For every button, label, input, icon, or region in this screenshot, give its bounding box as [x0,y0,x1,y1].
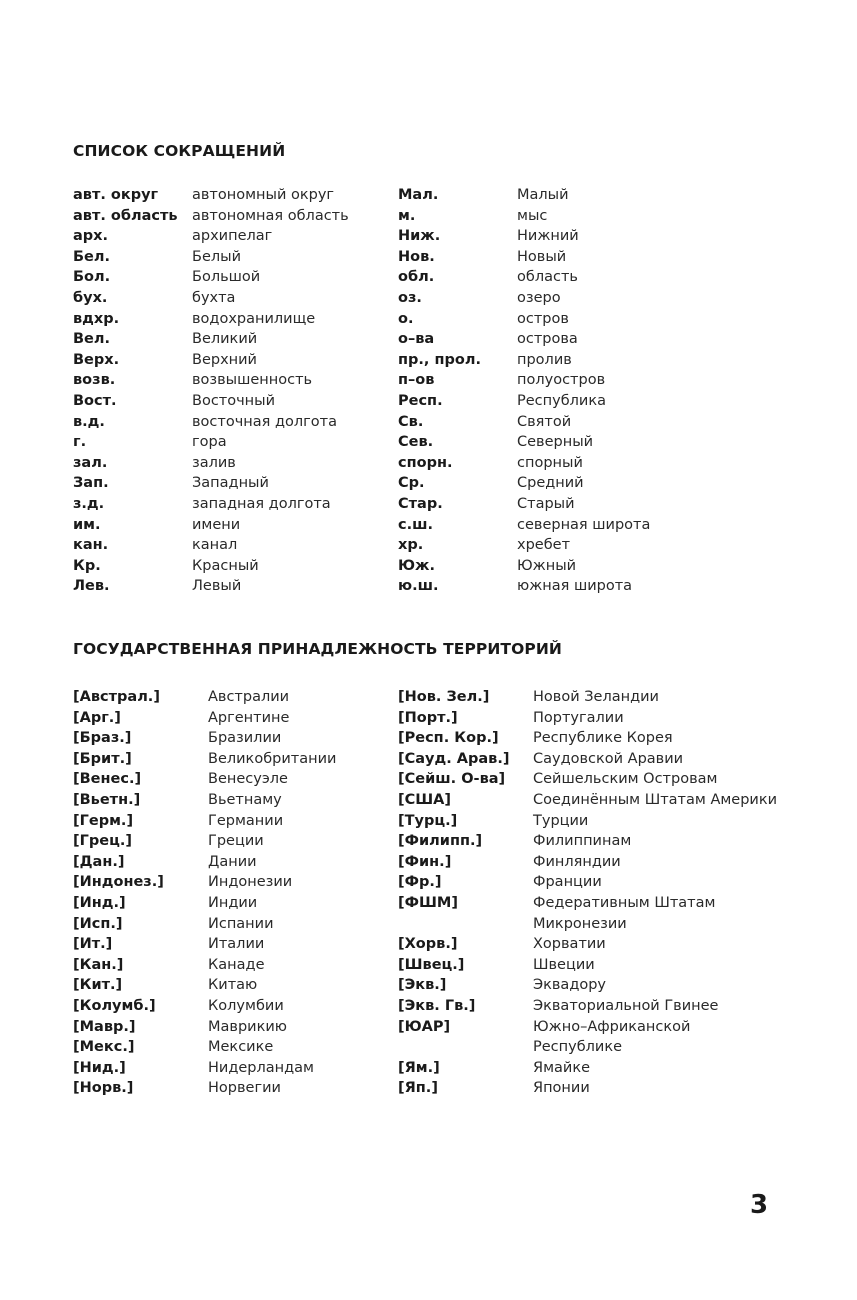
abbreviation-meaning: Соединённым Штатам Америки [533,791,778,808]
abbreviation: [ЮАР] [398,1018,451,1035]
abbreviation: бух. [73,289,108,306]
abbreviation: ю.ш. [398,578,439,595]
abbreviation-meaning: Эквадору [533,977,606,994]
abbreviation-meaning: возвышенность [192,372,313,389]
abbreviation: о. [398,310,414,327]
abbreviation: [Нов. Зел.] [398,689,490,705]
abbreviation: арх. [73,228,109,245]
abbreviation-meaning: Мексике [208,1039,274,1056]
abbreviation: Бел. [73,248,111,265]
abbreviation-meaning: архипелаг [192,228,273,245]
abbreviation: Юж. [398,557,435,574]
abbreviation-meaning: Верхний [192,351,257,368]
abbreviation-meaning: Греции [208,833,264,850]
abbreviation-meaning: Микронезии [533,915,627,932]
abbreviation-meaning: область [517,269,578,286]
abbreviation: [Филипп.] [398,833,483,850]
abbreviation: обл. [398,269,435,286]
abbreviation-meaning: Хорватии [533,936,606,953]
abbreviation: Ср. [398,475,425,492]
abbreviation: [Турц.] [398,812,458,829]
abbreviation-meaning: автономный округ [192,187,335,203]
abbreviation-meaning: Норвегии [208,1080,281,1097]
page-number: 3 [750,1190,769,1220]
abbreviation: [Кит.] [73,977,123,994]
abbreviation-meaning: Австралии [208,689,290,705]
abbreviation: в.д. [73,413,105,430]
abbreviation-meaning: Нижний [517,228,579,245]
abbreviation-meaning: хребет [517,537,571,554]
abbreviation: авт. округ [73,187,159,203]
territory-affiliation-heading: ГОСУДАРСТВЕННАЯ ПРИНАДЛЕЖНОСТЬ ТЕРРИТОРИЙ [73,640,562,658]
abbreviation: спорн. [398,454,453,471]
abbreviation-meaning: Германии [208,812,284,829]
abbreviation-meaning: Левый [192,578,242,595]
abbreviation: Мал. [398,187,439,203]
abbreviation: [Исп.] [73,915,123,932]
abbreviation: пр., прол. [398,351,481,368]
abbreviation-meaning: Старый [517,495,575,512]
abbreviation-meaning: Восточный [192,392,276,409]
abbreviation: [Герм.] [73,812,134,829]
abbreviation: [Нид.] [73,1059,126,1076]
abbreviation: Бол. [73,269,111,286]
abbreviation-meaning: Нидерландам [208,1059,314,1076]
abbreviation: Зап. [73,475,109,492]
abbreviation: [Инд.] [73,894,126,911]
abbreviation: [Сауд. Арав.] [398,750,510,767]
abbreviation-meaning: Индонезии [208,874,293,891]
abbreviation-meaning: восточная долгота [192,413,337,430]
abbreviation-meaning: остров [517,310,569,327]
abbreviation-meaning: Венесуэле [208,771,288,788]
abbreviation: [Хорв.] [398,936,458,953]
abbreviation: оз. [398,289,422,306]
abbreviation-meaning: Вьетнаму [208,791,282,808]
abbreviation: [Австрал.] [73,689,160,705]
abbreviation-meaning: залив [192,454,236,471]
abbreviation: авт. область [73,207,178,224]
abbreviation-meaning: Португалии [533,709,624,726]
abbreviation: Сев. [398,434,434,451]
abbreviation: Лев. [73,578,110,595]
abbreviation-meaning: Республика [517,392,606,409]
abbreviation-meaning: Италии [208,936,265,953]
abbreviation-meaning: Великобритании [208,750,337,767]
abbreviation: [ФШМ] [398,894,458,911]
abbreviation: Вел. [73,331,111,348]
abbreviation: з.д. [73,495,105,512]
abbreviation: хр. [398,537,424,554]
abbreviation-meaning: Малый [517,187,569,203]
abbreviation: [Индонез.] [73,874,164,891]
abbreviation: Вост. [73,392,117,409]
abbreviation: зал. [73,454,108,471]
abbreviation-meaning: пролив [517,351,572,368]
abbreviation-meaning: западная долгота [192,495,331,512]
abbreviation: [Венес.] [73,771,142,788]
abbreviation-meaning: Маврикию [208,1018,287,1035]
abbreviation-meaning: водохранилище [192,310,316,327]
abbreviation: [Экв.] [398,977,447,994]
abbreviation-meaning: Испании [208,915,274,932]
abbreviation: п–ов [398,372,435,389]
abbreviation-meaning: Китаю [208,977,258,994]
abbreviation: кан. [73,537,109,554]
abbreviation-meaning: гора [192,434,227,451]
abbreviation-meaning: Республике Корея [533,730,673,747]
abbreviation-meaning: Экваториальной Гвинее [533,997,719,1014]
abbreviation: [Ит.] [73,936,113,953]
abbreviation: [Мекс.] [73,1039,135,1056]
abbreviation-meaning: Ямайке [533,1059,591,1076]
abbreviation: [Яп.] [398,1080,438,1097]
abbreviation-meaning: Западный [192,475,269,492]
abbreviation: [Арг.] [73,709,121,726]
abbreviation-meaning: полуостров [517,372,606,389]
abbreviation-meaning: Белый [192,248,242,265]
abbreviation: [Норв.] [73,1080,134,1097]
abbreviation-meaning: Новый [517,248,567,265]
abbreviation: [Сейш. О-ва] [398,771,506,788]
abbreviation: Кр. [73,557,101,574]
abbreviation-meaning: Новой Зеландии [533,689,659,705]
abbreviation: Стар. [398,495,443,512]
abbreviation: [Швец.] [398,956,465,973]
abbreviation-meaning: северная широта [517,516,651,533]
abbreviation-meaning: мыс [517,207,548,224]
abbreviation: [Экв. Гв.] [398,997,476,1014]
abbreviation-meaning: Сейшельским Островам [533,771,718,788]
abbreviation: вдхр. [73,310,120,327]
abbreviation: [Фр.] [398,874,442,891]
abbreviation-meaning: Саудовской Аравии [533,750,684,767]
abbreviation-meaning: острова [517,331,578,348]
abbreviation-meaning: Федеративным Штатам [533,894,716,911]
abbreviation: Верх. [73,351,120,368]
abbreviation: Нов. [398,248,435,265]
abbreviation: [Порт.] [398,709,458,726]
abbreviation: [Респ. Кор.] [398,730,499,747]
abbreviation-meaning: Южно–Африканской [533,1018,691,1035]
abbreviation-meaning: Республике [533,1039,623,1056]
abbreviation-meaning: Большой [192,269,261,286]
abbreviation-meaning: Средний [517,475,584,492]
abbreviation-meaning: канал [192,537,238,554]
abbreviation: [Колумб.] [73,997,156,1014]
abbreviation: возв. [73,372,116,389]
abbreviation-meaning: Великий [192,331,258,348]
abbreviation-meaning: озеро [517,289,561,306]
abbreviation-meaning: Франции [533,874,602,891]
abbreviation: о–ва [398,331,435,348]
abbreviation-meaning: Аргентине [208,709,290,726]
abbreviation-meaning: Индии [208,894,258,911]
abbreviation: [Брит.] [73,750,132,767]
abbreviation-meaning: Колумбии [208,997,284,1014]
abbreviation-meaning: автономная область [192,207,349,224]
abbreviation-meaning: Японии [533,1080,590,1097]
abbreviation: [Дан.] [73,853,125,870]
abbreviation-meaning: Южный [517,557,577,574]
abbreviation: им. [73,516,101,533]
abbreviation-meaning: бухта [192,289,236,306]
abbreviation-meaning: Канаде [208,956,265,973]
abbreviation: Св. [398,413,424,430]
abbreviation-meaning: Святой [517,413,572,430]
abbreviation: Респ. [398,392,443,409]
abbreviation: г. [73,434,87,451]
abbreviation: [Ям.] [398,1059,440,1076]
abbreviation: [США] [398,791,452,808]
abbreviation: [Фин.] [398,853,452,870]
abbreviations-heading: СПИСОК СОКРАЩЕНИЙ [73,142,286,160]
abbreviation-meaning: Филиппинам [533,833,632,850]
abbreviation-meaning: Бразилии [208,730,282,747]
abbreviation-meaning: Турции [533,812,589,829]
abbreviation-meaning: Швеции [533,956,595,973]
abbreviation-meaning: Красный [192,557,259,574]
abbreviation-meaning: имени [192,516,241,533]
abbreviation: [Вьетн.] [73,791,141,808]
abbreviation: [Мавр.] [73,1018,136,1035]
abbreviation-meaning: Северный [517,434,594,451]
abbreviation: Ниж. [398,228,441,245]
abbreviation-meaning: спорный [517,454,583,471]
abbreviation-meaning: Финляндии [533,853,621,870]
abbreviation: [Браз.] [73,730,132,747]
abbreviation: [Грец.] [73,833,132,850]
abbreviation: с.ш. [398,516,434,533]
abbreviation-meaning: Дании [208,853,257,870]
abbreviation-meaning: южная широта [517,578,633,595]
abbreviation: [Кан.] [73,956,124,973]
abbreviation: м. [398,207,416,224]
